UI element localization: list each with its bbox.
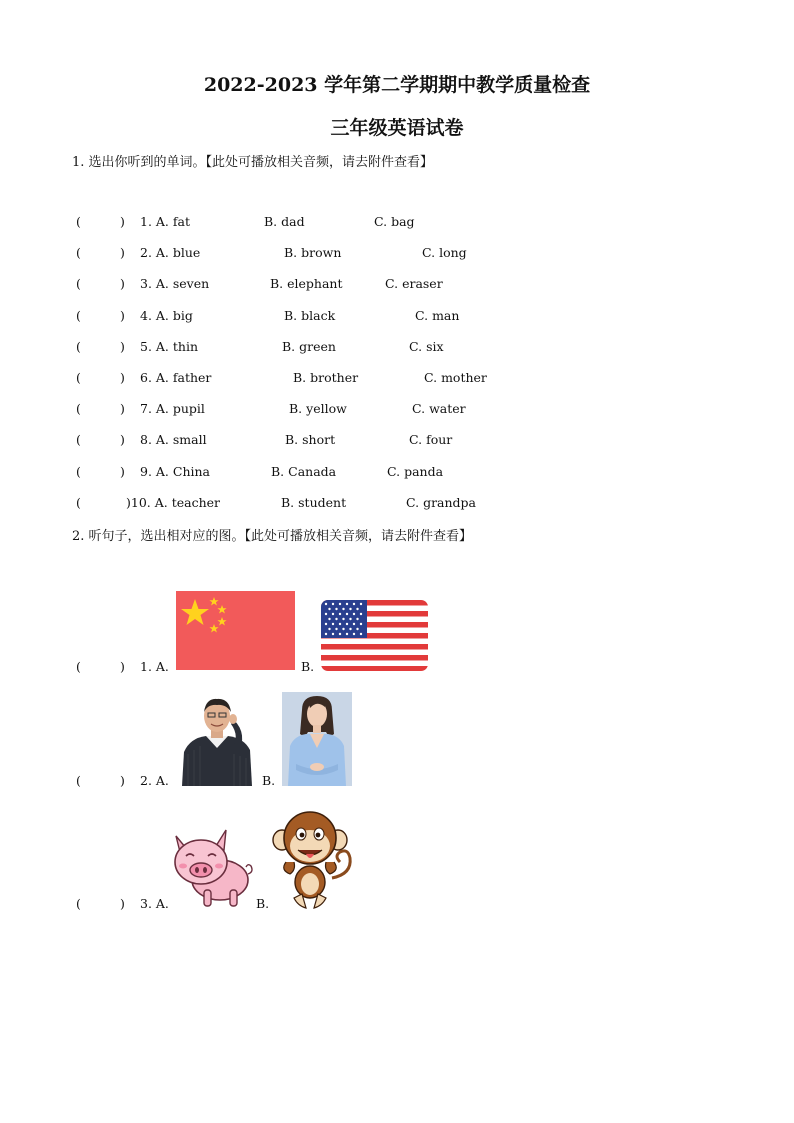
answer-paren-open: ( [76,245,81,260]
option-c: C. man [415,308,460,323]
option-a: 6. A. father [140,370,212,385]
option-a: 7. A. pupil [140,401,205,416]
section1-heading: 1. 选出你听到的单词。【此处可播放相关音频，请去附件查看】 [72,155,434,170]
answer-paren-open: ( [76,370,81,385]
exam-subtitle: 三年级英语试卷 [330,117,464,139]
option-b: B. dad [264,214,305,229]
answer-paren-open: ( [76,401,81,416]
option-a-label: 1. A. [140,659,169,674]
answer-paren-close: ) [120,308,125,323]
option-b-label: B. [262,773,276,788]
answer-paren-close: ) [120,896,125,911]
monkey-cartoon-image [272,808,356,910]
answer-paren-open: ( [76,214,81,229]
answer-paren-open: ( [76,495,81,510]
answer-paren-open: ( [76,773,81,788]
option-c: C. four [409,432,453,447]
option-b-label: B. [301,659,315,674]
answer-paren-close: ) [120,401,125,416]
answer-paren-close: ) [120,276,125,291]
option-b-label: B. [256,896,270,911]
answer-paren-open: ( [76,308,81,323]
option-a: 3. A. seven [140,276,210,291]
pig-cartoon-image [170,826,254,910]
answer-paren-open: ( [76,464,81,479]
option-c: C. water [412,401,466,416]
option-b: B. short [285,432,336,447]
option-c: C. bag [374,214,415,229]
option-b: B. yellow [289,401,347,416]
answer-paren-close: ) [120,659,125,674]
answer-paren-close: ) [120,370,125,385]
answer-paren-close: ) [120,245,125,260]
option-c: C. panda [387,464,444,479]
option-c: C. grandpa [406,495,477,510]
answer-paren-open: ( [76,276,81,291]
option-a: 5. A. thin [140,339,198,354]
option-c: C. six [409,339,444,354]
answer-paren-open: ( [76,659,81,674]
answer-paren-close: ) [120,339,125,354]
option-c: C. eraser [385,276,443,291]
option-b: B. brother [293,370,359,385]
exam-title: 2022-2023 学年第二学期期中教学质量检查 [203,74,591,96]
man-with-glasses-image [176,694,258,786]
answer-paren-open: ( [76,432,81,447]
answer-paren-close: ) [120,464,125,479]
option-b: B. green [282,339,336,354]
woman-in-blue-shirt-image [282,692,352,786]
option-a: )10. A. teacher [126,495,221,510]
option-a-label: 3. A. [140,896,169,911]
answer-paren-open: ( [76,339,81,354]
option-b: B. brown [284,245,342,260]
answer-paren-close: ) [120,773,125,788]
option-b: B. elephant [270,276,343,291]
section2-heading: 2. 听句子，选出相对应的图。【此处可播放相关音频，请去附件查看】 [72,529,473,544]
option-b: B. student [281,495,347,510]
option-b: B. Canada [271,464,337,479]
answer-paren-close: ) [120,432,125,447]
answer-paren-open: ( [76,896,81,911]
option-a-label: 2. A. [140,773,169,788]
option-c: C. mother [424,370,487,385]
option-a: 4. A. big [140,308,193,323]
answer-paren-close: ) [120,214,125,229]
option-a: 9. A. China [140,464,210,479]
option-a: 8. A. small [140,432,207,447]
option-c: C. long [422,245,467,260]
china-flag-image [176,591,295,670]
usa-flag-image [321,600,428,671]
option-a: 1. A. fat [140,214,190,229]
option-a: 2. A. blue [140,245,201,260]
option-b: B. black [284,308,336,323]
